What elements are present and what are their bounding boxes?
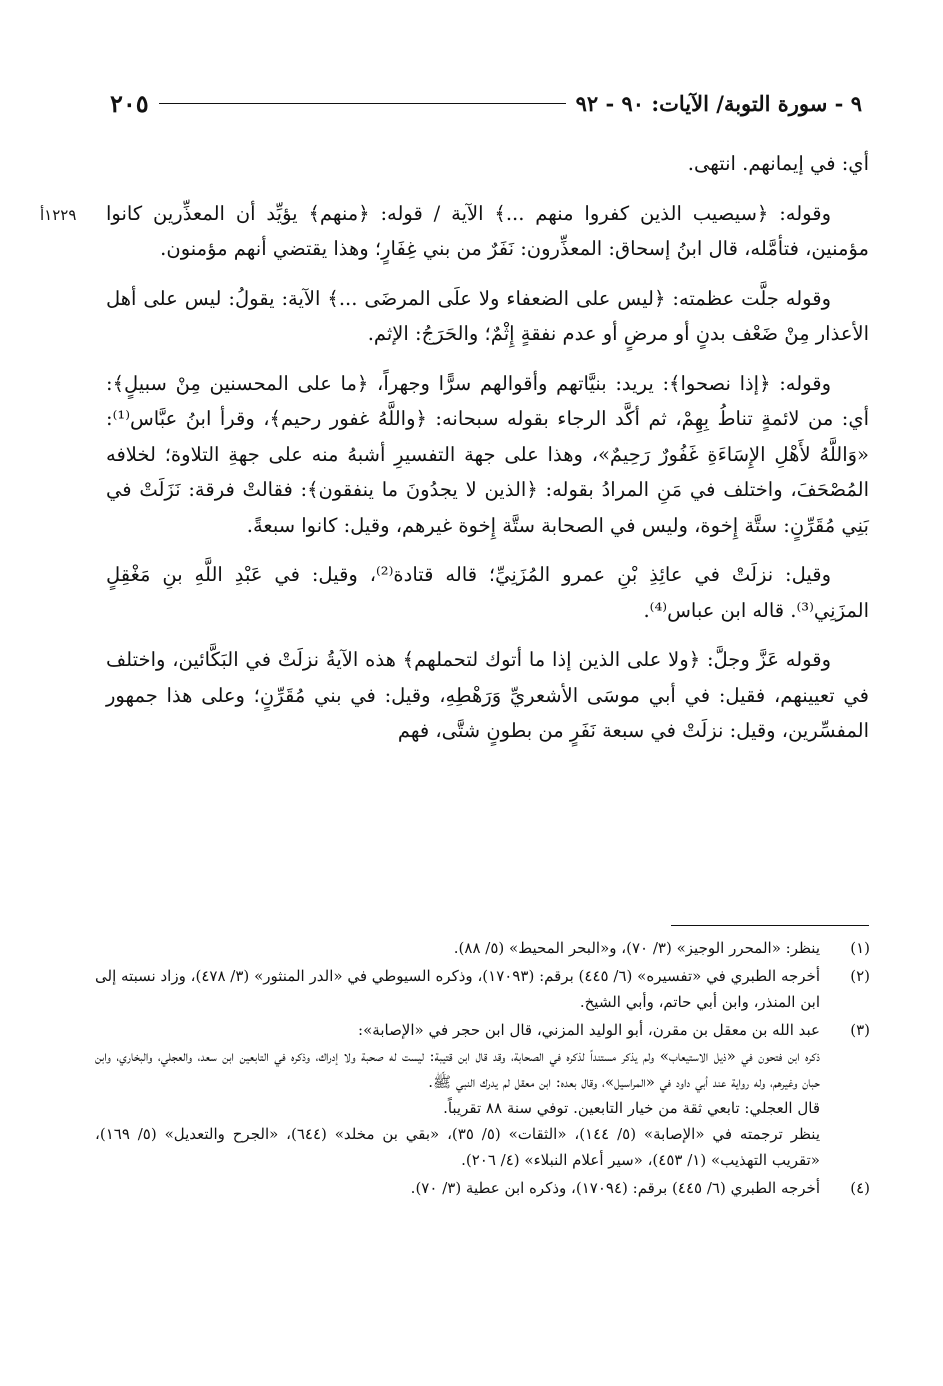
paragraph: وقوله: ﴿إذا نصحوا﴾: يريد: بنيَّاتهم وأقوالهم سرًّا وجهراً، ﴿ما على المحسنين مِنْ سبيلٍ﴾: أي: من لائمةٍ تناطُ بِهِمْ، ثم أكَّد الرجاء بقوله سبحانه: ﴿واللَّهُ غفور رحيم﴾، وقرأ ابنُ عبَّاس⁽¹⁾: «وَاللَّهُ لأَهْلِ الإِسَاءَةِ غَفُورٌ رَحِيمٌ»، وهذا على جهة التفسيرِ أشبهُ منه على جهةِ التلاوة؛ لخلافه المُصْحَفَ، واختلف في مَنِ المرادُ بقوله: ﴿الذين لا يجدُونَ ما ينفقون﴾: فقالتْ فرقة: نَزَلَتْ في بَنِي مُقَرِّنٍ: ستَّة إِخوة، وليس في الصحابة ستَّة إِخوة غيرهم، وقيل: كانوا سبعةً.	[106, 371, 869, 537]
footnote	[95, 1175, 870, 1201]
footnote-line: ينظر ترجمته في «الإصابة» (٥/ ١٤٤)، «الثقات» (٥/ ٣٥)، «بقي بن مخلد» (٦٤٤)، «الجرح والتعديل» (٥/ ١٦٩)، «تقريب التهذيب» (١/ ٤٥٣)، «سير أعلام النبلاء» (٤/ ٢٠٦).	[95, 1125, 820, 1169]
footnote-number: (١)	[850, 939, 870, 957]
paragraph: أي: في إيمانهم. انتهى.	[687, 152, 869, 175]
manuscript-folio-note: ١٢٢٩أ	[40, 206, 77, 224]
footnote	[95, 935, 870, 961]
footnote-number: (٣)	[850, 1021, 870, 1039]
footnote-line: أخرجه الطبري في «تفسيره» (٦/ ٤٤٥) برقم: (١٧٠٩٣)، وذكره السيوطي في «الدر المنثور» (٣/ ٤٧٨)، وزاد نسبته إلى ابن المنذر، وابن أبي حاتم، وأبي الشيخ.	[95, 967, 820, 1011]
footnote-line: قال العجلي: تابعي ثقة من خيار التابعين. توفي سنة ٨٨ تقريباً.	[443, 1099, 820, 1117]
paragraph: وقوله: ﴿سيصيب الذين كفروا منهم ...﴾ الآية / قوله: ﴿منهم﴾ يؤيِّد أن المعذِّرين كانوا مؤمنين، فتأمَّله، قال ابنُ إسحاق: المعذِّرون: نَفَرٌ من بني غِفَارٍ؛ وهذا يقتضي أنهم مؤمنون.	[106, 201, 869, 260]
footnote-body	[95, 1175, 820, 1201]
footnote-line: ذكره ابن فتحون في «ذيل الاستيعاب» ولم يذكر مستنداً لذكره في الصحابة، وقد قال ابن قتيبة: ليست له صحبة ولا إدراك، وذكره في التابعين ابن سعد، والعجلي، والبخاري، وابن حبان وغيرهم، وله رواية عند أبي داود في «المراسيل»، وقال بعده: ابن معقل لم يدرك النبي ﷺ.	[95, 1047, 820, 1091]
footnote-body	[95, 935, 820, 961]
footnote-body	[95, 1017, 820, 1173]
page-number: ٢٠٥	[110, 88, 149, 118]
footnote	[95, 963, 870, 1015]
footnote	[95, 1017, 870, 1173]
footnote-body	[95, 963, 820, 1015]
footnote-separator	[671, 925, 869, 926]
paragraph: وقوله عَزَّ وجلَّ: ﴿ولا على الذين إذا ما أتوك لتحملهم﴾ هذه الآيةُ نزلَتْ في البَكَّائين، واختلف في تعيينهم، فقيل: في أبي موسَى الأشعريِّ وَرَهْطِهِ، وقيل: في بني مُقَرِّنٍ؛ وعلى هذا جمهور المفسِّرين، وقيل: نزلَتْ في سبعة نَفَرٍ من بطونٍ شتَّى، فهم	[106, 648, 869, 742]
header-rule	[159, 103, 566, 104]
footnotes	[95, 935, 870, 1203]
footnote-line: ينظر: «المحرر الوجيز» (٣/ ٧٠)، و«البحر المحيط» (٥/ ٨٨).	[453, 939, 820, 957]
header-title: ٩ - سورة التوبة/ الآيات: ٩٠ - ٩٢	[575, 90, 862, 116]
paragraph: وقوله جلَّت عظمته: ﴿ليس على الضعفاء ولا علَى المرضَى ...﴾ الآية: يقولُ: ليس على أهل الأعذار مِنْ ضَعْف بدنٍ أو مرضٍ أو عدم نفقةٍ إِثْمٌ؛ والحَرَجُ: الإثم.	[106, 286, 869, 345]
main-text	[106, 146, 869, 763]
footnote-line: عبد الله بن معقل بن مقرن، أبو الوليد المزني، قال ابن حجر في «الإصابة»:	[358, 1021, 820, 1039]
footnote-line: أخرجه الطبري (٦/ ٤٤٥) برقم: (١٧٠٩٤)، وذكره ابن عطية (٣/ ٧٠).	[410, 1179, 820, 1197]
footnote-number: (٢)	[850, 967, 870, 985]
footnote-number: (٤)	[850, 1179, 870, 1197]
paragraph: وقيل: نزلَتْ في عائِذِ بْنِ عمرو المُزَنِيِّ؛ قاله قتادة⁽²⁾، وقيل: في عَبْدِ اللَّهِ بنِ مَغْقِلٍ المزَنِي⁽³⁾. قاله ابن عباس⁽⁴⁾.	[106, 563, 869, 622]
running-header	[110, 86, 862, 120]
